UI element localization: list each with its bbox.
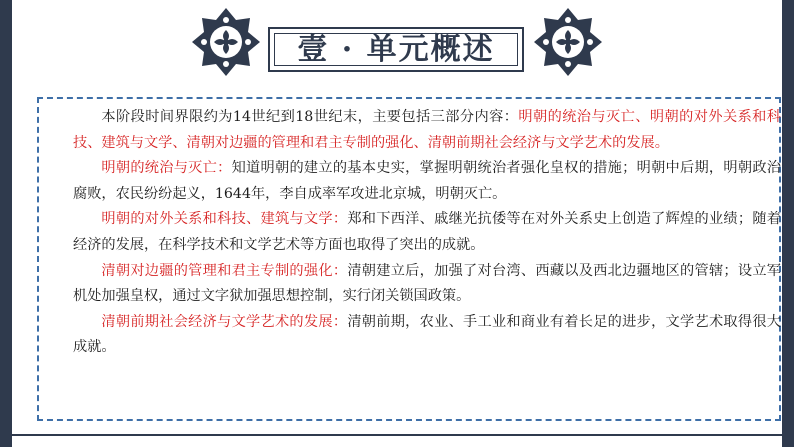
content-box xyxy=(37,97,781,421)
section-paragraph-qing-frontier xyxy=(73,259,781,310)
overview-paragraph xyxy=(73,105,781,156)
right-side-bar xyxy=(782,0,794,447)
section-body: 清朝前期，农业、手工业和商业有着长足的进步，文学艺术取得很大成就。 xyxy=(73,313,781,356)
section-paragraph-qing-economy xyxy=(73,310,781,361)
floral-ornament-right xyxy=(532,6,604,78)
section-heading: 清朝对边疆的管理和君主专制的强化： xyxy=(101,262,348,279)
title-frame xyxy=(268,27,524,72)
section-body: 清朝建立后，加强了对台湾、西藏以及西北边疆地区的管辖；设立军机处加强皇权，通过文字狱加强思想控制，实行闭关锁国政策。 xyxy=(73,262,781,305)
page-title: 壹 · 单元概述 xyxy=(297,31,495,67)
section-heading: 清朝前期社会经济与文学艺术的发展： xyxy=(101,313,348,330)
bottom-rule xyxy=(0,434,794,436)
section-paragraph-ming-rule xyxy=(73,156,781,207)
section-body: 知道明朝的建立的基本史实，掌握明朝统治者强化皇权的措施；明朝中后期，明朝政治腐败，农民纷纷起义，1644年，李自成率军攻进北京城，明朝灭亡。 xyxy=(73,160,781,202)
section-heading: 明朝的统治与灭亡： xyxy=(101,160,232,177)
section-heading: 明朝的对外关系和科技、建筑与文学： xyxy=(101,211,348,228)
overview-plain-text: 本阶段时间界限约为14世纪到18世纪末，主要包括三部分内容： xyxy=(101,109,519,125)
title-inner-frame xyxy=(274,33,518,66)
section-body: 郑和下西洋、戚继光抗倭等在对外关系史上创造了辉煌的业绩；随着经济的发展，在科学技术和文学艺术等方面也取得了突出的成就。 xyxy=(73,211,781,253)
section-paragraph-ming-foreign xyxy=(73,207,781,258)
floral-ornament-left xyxy=(190,6,262,78)
left-side-bar xyxy=(0,0,12,447)
overview-highlight-text: 明朝的统治与灭亡、明朝的对外关系和科技、建筑与文学、清朝对边疆的管理和君主专制的强化、清朝前期社会经济与文学艺术的发展。 xyxy=(73,109,781,151)
content-text xyxy=(73,105,781,361)
